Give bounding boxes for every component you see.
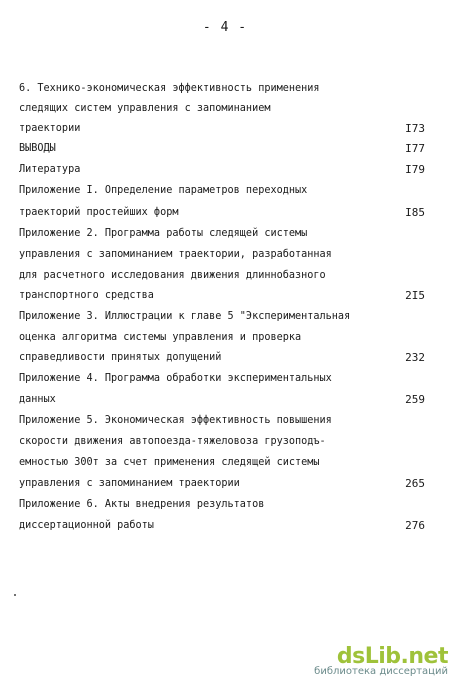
- page-number: - 4 -: [202, 20, 248, 35]
- toc-line: следящих систем управления с запоминанием: [19, 103, 271, 114]
- watermark-subtitle: библиотека диссертаций: [314, 666, 448, 677]
- toc-line: Приложение 2. Программа работы следящей системы: [19, 228, 308, 239]
- toc-page-number: I85: [405, 206, 425, 219]
- toc-page-number: I73: [405, 122, 425, 135]
- toc-line: Приложение 4. Программа обработки экспериментальных: [19, 373, 332, 384]
- toc-line: ВЫВОДЫ I77: [19, 139, 429, 159]
- toc-line: емностью 300т за счет применения следящей системы: [19, 457, 320, 468]
- toc-line: диссертационной работы 276: [19, 516, 429, 536]
- toc-line: Приложение 3. Иллюстрации к главе 5 "Экспериментальная: [19, 311, 351, 322]
- toc-line: управления с запоминанием траектории 265: [19, 474, 429, 494]
- toc-page-number: 232: [405, 351, 425, 364]
- toc-page-number: 276: [405, 519, 425, 532]
- toc-page-number: I77: [405, 142, 425, 155]
- toc-page-number: 2I5: [405, 289, 425, 302]
- toc-line: справедливости принятых допущений 232: [19, 348, 429, 368]
- toc-line: скорости движения автопоезда-тяжеловоза грузоподъ-: [19, 436, 326, 447]
- toc-line: траектории I73: [19, 119, 429, 139]
- toc-line: Приложение I. Определение параметров переходных: [19, 185, 308, 196]
- watermark-logo: dsLib.net: [336, 644, 448, 669]
- toc-line: траекторий простейших форм I85: [19, 203, 429, 223]
- toc-line: для расчетного исследования движения длиннобазного: [19, 270, 326, 281]
- toc-line: 6. Технико-экономическая эффективность применения: [19, 83, 320, 94]
- toc-line: управления с запоминанием траектории, разработанная: [19, 249, 332, 260]
- toc-line: транспортного средства 2I5: [19, 286, 429, 306]
- toc-line: данных 259: [19, 390, 429, 410]
- toc-line: оценка алгоритма системы управления и проверка: [19, 332, 302, 343]
- scan-speck: [14, 594, 16, 596]
- toc-page-number: 259: [405, 393, 425, 406]
- toc-page-number: I79: [405, 163, 425, 176]
- toc-page-number: 265: [405, 477, 425, 490]
- watermark: [308, 644, 448, 677]
- toc-line: Приложение 6. Акты внедрения результатов: [19, 499, 265, 510]
- toc-line: Приложение 5. Экономическая эффективность повышения: [19, 415, 332, 426]
- toc-line: Литература I79: [19, 160, 429, 180]
